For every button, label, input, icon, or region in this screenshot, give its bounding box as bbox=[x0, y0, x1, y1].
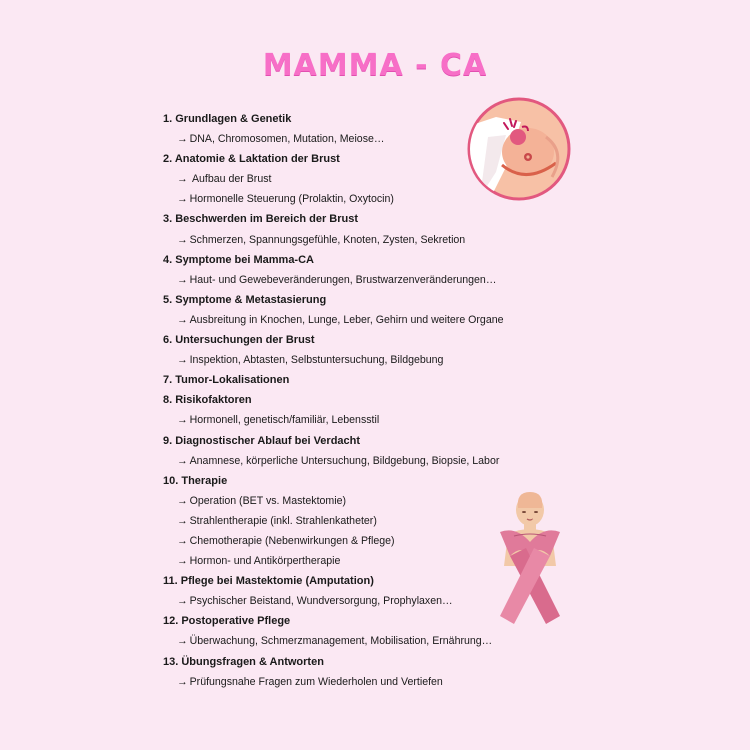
arrow-right-icon: → bbox=[177, 273, 188, 286]
section-item-text: Prüfungsnahe Fragen zum Wiederholen und Vertiefen bbox=[189, 675, 443, 688]
arrow-right-icon: → bbox=[177, 534, 188, 547]
section-item-text: Anamnese, körperliche Untersuchung, Bildgebung, Biopsie, Labor bbox=[189, 454, 500, 467]
arrow-right-icon: → bbox=[177, 635, 188, 648]
arrow-right-icon: → bbox=[177, 173, 188, 186]
section-item-text: Chemotherapie (Nebenwirkungen & Pflege) bbox=[189, 534, 395, 547]
section-item bbox=[163, 410, 593, 430]
section-item-text: Operation (BET vs. Mastektomie) bbox=[189, 494, 347, 507]
section-item-text: Überwachung, Schmerzmanagement, Mobilisation, Ernährung… bbox=[189, 635, 493, 648]
arrow-right-icon: → bbox=[177, 313, 188, 326]
section-heading: 3. Beschwerden im Bereich der Brust bbox=[163, 213, 359, 226]
section-item-text: DNA, Chromosomen, Mutation, Meiose… bbox=[189, 133, 385, 146]
section-item-text: Psychischer Beistand, Wundversorgung, Prophylaxen… bbox=[189, 595, 453, 608]
arrow-right-icon: → bbox=[177, 494, 188, 507]
section-item bbox=[163, 310, 593, 330]
pink-ribbon-woman-icon bbox=[486, 486, 576, 626]
section-item bbox=[163, 230, 593, 250]
section-heading: 11. Pflege bei Mastektomie (Amputation) bbox=[163, 575, 374, 588]
page-title: MAMMA - CA bbox=[262, 48, 488, 83]
section-heading: 1. Grundlagen & Genetik bbox=[163, 113, 292, 125]
section-heading: 2. Anatomie & Laktation der Brust bbox=[163, 153, 340, 166]
section-item bbox=[163, 350, 593, 370]
section-item-text: Ausbreitung in Knochen, Lunge, Leber, Gehirn und weitere Organe bbox=[189, 313, 504, 326]
section-heading: 10. Therapie bbox=[163, 474, 228, 487]
arrow-right-icon: → bbox=[177, 133, 188, 146]
arrow-right-icon: → bbox=[177, 233, 188, 246]
arrow-right-icon: → bbox=[177, 354, 188, 367]
section-item-text: Hormonelle Steuerung (Prolaktin, Oxytocin) bbox=[189, 193, 394, 206]
section-item-text: Hormonell, genetisch/familiär, Lebensstil bbox=[189, 414, 380, 427]
section-item-text: Inspektion, Abtasten, Selbstuntersuchung, Bildgebung bbox=[189, 354, 444, 367]
section-item bbox=[163, 631, 593, 651]
arrow-right-icon: → bbox=[177, 595, 188, 608]
section-item-text: Hormon- und Antikörpertherapie bbox=[189, 555, 341, 568]
section-item-text: Haut- und Gewebeveränderungen, Brustwarzenveränderungen… bbox=[189, 273, 497, 286]
section-heading: 4. Symptome bei Mamma-CA bbox=[163, 253, 314, 266]
arrow-right-icon: → bbox=[177, 193, 188, 206]
section-item bbox=[163, 672, 593, 692]
section-heading: 8. Risikofaktoren bbox=[163, 394, 252, 407]
section-heading: 12. Postoperative Pflege bbox=[163, 615, 291, 628]
arrow-right-icon: → bbox=[177, 514, 188, 527]
section-heading: 5. Symptome & Metastasierung bbox=[163, 293, 327, 306]
section-item-text: Strahlentherapie (inkl. Strahlenkatheter) bbox=[189, 514, 377, 527]
section-heading: 9. Diagnostischer Ablauf bei Verdacht bbox=[163, 434, 361, 447]
section-item-text: Aufbau der Brust bbox=[189, 173, 272, 186]
section-item bbox=[163, 270, 593, 290]
arrow-right-icon: → bbox=[177, 555, 188, 568]
section-heading: 6. Untersuchungen der Brust bbox=[163, 334, 315, 347]
section-heading: 13. Übungsfragen & Antworten bbox=[163, 655, 324, 668]
arrow-right-icon: → bbox=[177, 675, 188, 688]
arrow-right-icon: → bbox=[177, 454, 188, 467]
breast-illustration-icon bbox=[466, 97, 576, 207]
section-item bbox=[163, 451, 593, 471]
arrow-right-icon: → bbox=[177, 414, 188, 427]
section-item-text: Schmerzen, Spannungsgefühle, Knoten, Zysten, Sekretion bbox=[189, 233, 466, 246]
section-heading: 7. Tumor-Lokalisationen bbox=[163, 374, 290, 387]
